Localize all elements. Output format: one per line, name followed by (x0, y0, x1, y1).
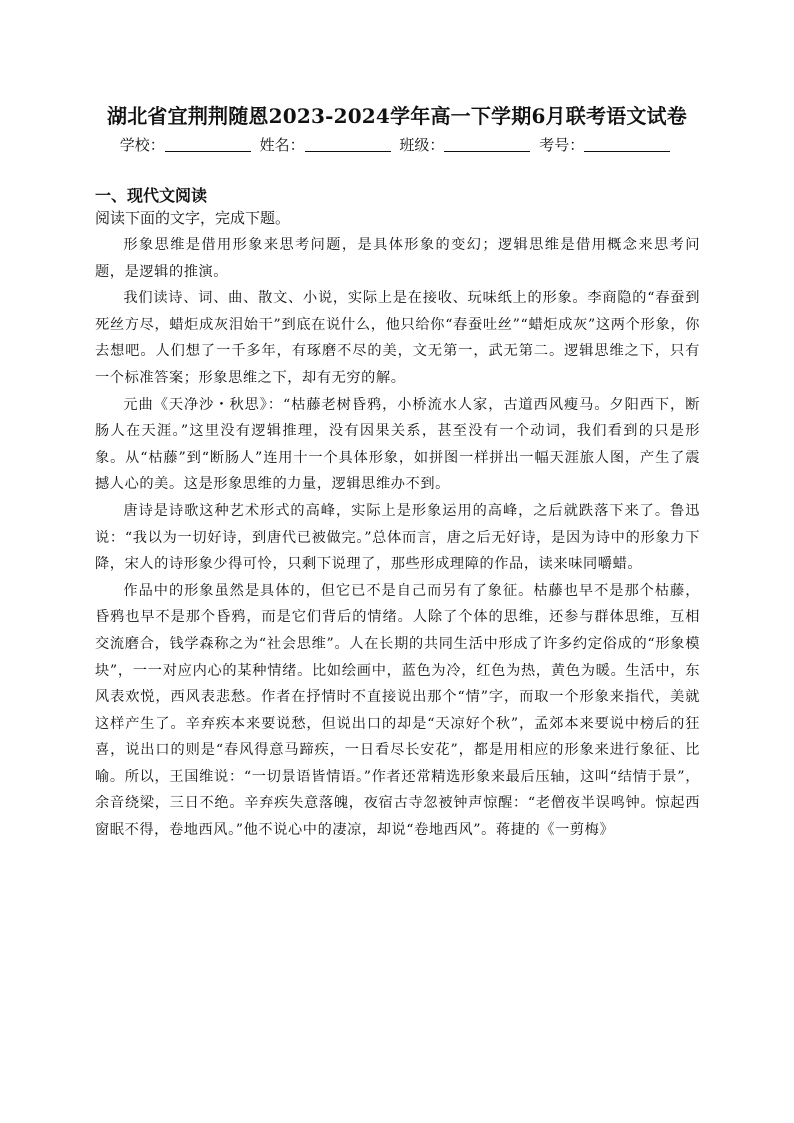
exam-number-blank (584, 137, 670, 152)
passage-paragraph: 元曲《天净沙・秋思》：“枯藤老树昏鸦，小桥流水人家，古道西风瘦马。夕阳西下，断肠人在天涯。”这里没有逻辑推理，没有因果关系，甚至没有一个动词，我们看到的只是形象。从“枯藤”到“断肠人”连用十一个具体形象，如拼图一样拼出一幅天涯旅人图，产生了震撼人心的美。这是形象思维的力量，逻辑思维办不到。 (95, 396, 700, 493)
section-heading: 一、现代文阅读 (95, 186, 208, 205)
reading-instruction: 阅读下面的文字，完成下题。 (95, 209, 291, 227)
name-label: 姓名： (259, 136, 305, 154)
passage-paragraph: 形象思维是借用形象来思考问题，是具体形象的变幻；逻辑思维是借用概念来思考问题，是逻辑的推演。 (95, 237, 700, 280)
class-blank (444, 137, 530, 152)
name-blank (305, 137, 391, 152)
student-info-line (0, 134, 794, 155)
passage-paragraph: 作品中的形象虽然是具体的，但它已不是自己而另有了象征。枯藤也早不是那个枯藤，昏鸦也早不是那个昏鸦，而是它们背后的情绪。人除了个体的思维，还参与群体思维，互相交流磨合，钱学森称之为“社会思维”。人在长期的共同生活中形成了许多约定俗成的“形象模块”，一一对应内心的某种情绪。比如绘画中，蓝色为冷，红色为热，黄色为暖。生活中，东风表欢悦，西风表悲愁。作者在抒情时不直接说出那个“情”字，而取一个形象来指代，美就这样产生了。辛弃疾本来要说愁，但说出口的却是“天凉好个秋”，孟郊本来要说中榜后的狂喜，说出口的则是“春风得意马蹄疾，一日看尽长安花”，都是用相应的形象来进行象征、比喻。所以，王国维说：“一切景语皆情语。”作者还常精选形象来最后压轴，这叫“结情于景”，余音绕梁，三日不绝。辛弃疾失意落魄，夜宿古寺忽被钟声惊醒：“老僧夜半误鸣钟。惊起西窗眠不得，卷地西风。”他不说心中的凄凉，却说“卷地西风”。蒋捷的《一剪梅》 (95, 582, 700, 839)
school-blank (165, 137, 251, 152)
school-label: 学校： (119, 136, 165, 154)
reading-passage (95, 232, 700, 844)
exam-number-label: 考号： (539, 136, 585, 154)
exam-title: 湖北省宜荆荆随恩2023-2024学年高一下学期6月联考语文试卷 (107, 104, 687, 128)
passage-paragraph: 唐诗是诗歌这种艺术形式的高峰，实际上是形象运用的高峰，之后就跌落下来了。鲁迅说：“我以为一切好诗，到唐代已被做完。”总体而言，唐之后无好诗，是因为诗中的形象力下降，宋人的诗形象少得可怜，只剩下说理了，那些形成理障的作品，读来味同嚼蜡。 (95, 502, 700, 573)
class-label: 班级： (399, 136, 445, 154)
passage-paragraph: 我们读诗、词、曲、散文、小说，实际上是在接收、玩味纸上的形象。李商隐的“春蚕到死丝方尽，蜡炬成灰泪始干”到底在说什么，他只给你“春蚕吐丝”“蜡炬成灰”这两个形象，你去想吧。人们想了一千多年，有琢磨不尽的美，文无第一，武无第二。逻辑思维之下，只有一个标准答案；形象思维之下，却有无穷的解。 (95, 290, 700, 386)
